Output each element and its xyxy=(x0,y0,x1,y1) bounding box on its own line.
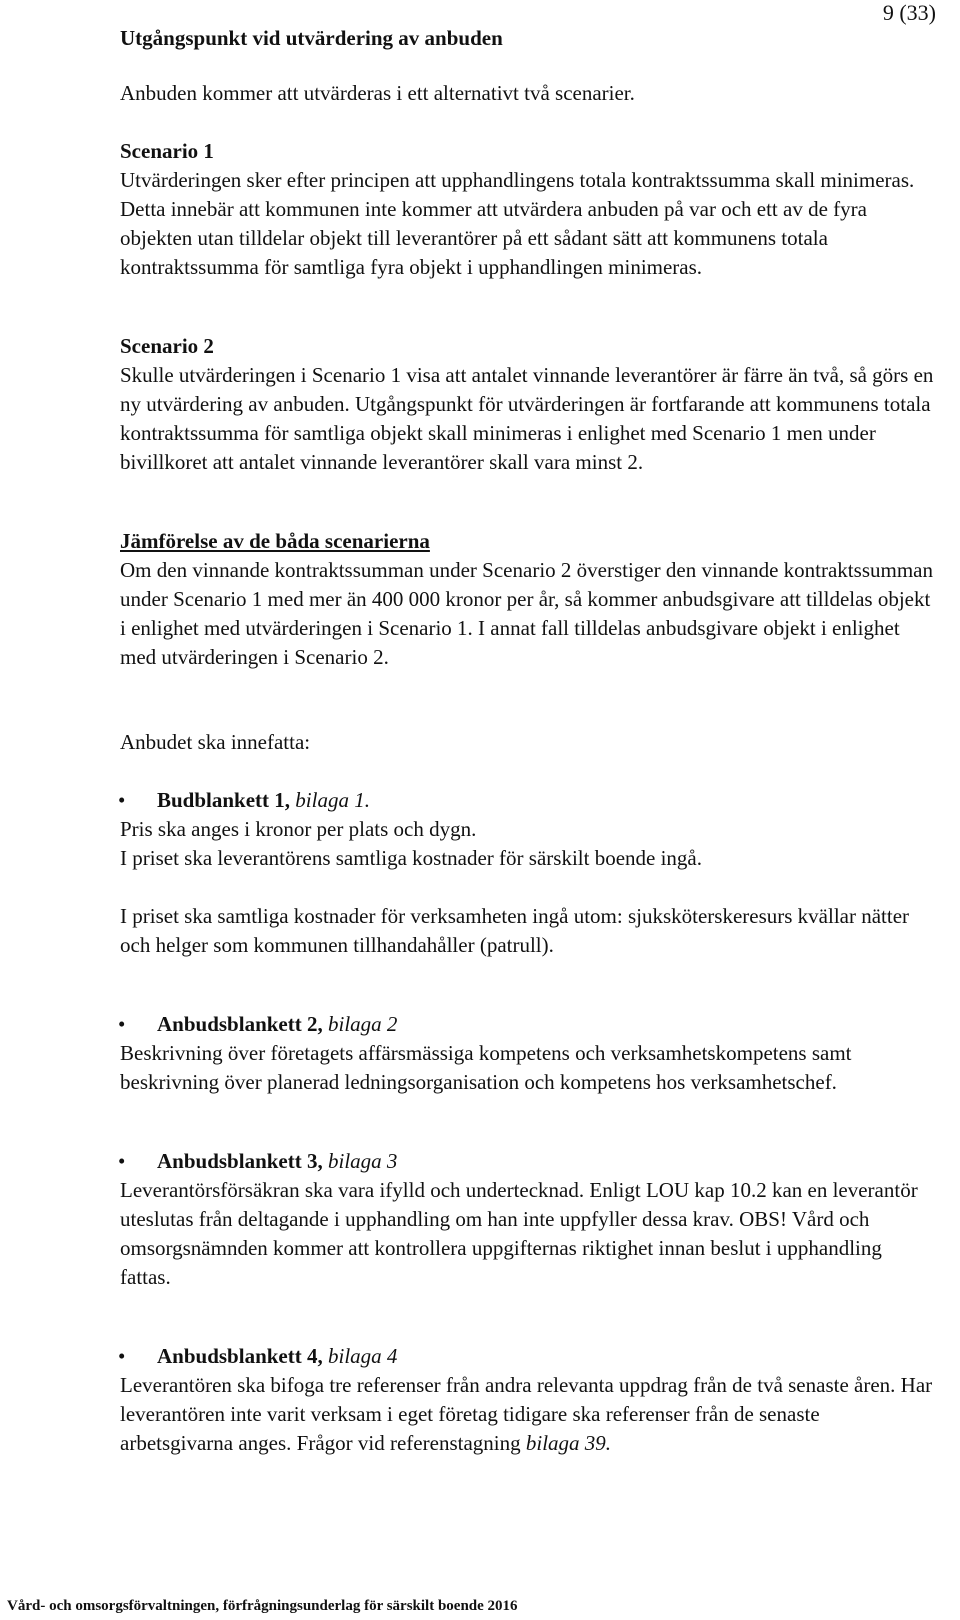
page-footer: Vård- och omsorgsförvaltningen, förfrågningsunderlag för särskilt boende 2016 xyxy=(7,1598,518,1614)
item-attachment: bilaga 3 xyxy=(327,1149,398,1173)
scenario1-heading: Scenario 1 xyxy=(120,139,214,163)
bullet-icon: • xyxy=(118,1012,126,1036)
item-text-body: Leverantören ska bifoga tre referenser från andra relevanta uppdrag från de två senaste åren. Har leverantören inte varit verksam i eget företag tidigare ska referenser från de senaste arbetsgivarna anges. Frågor vid referenstagning xyxy=(120,1373,933,1455)
comparison-heading: Jämförelse av de båda scenarierna xyxy=(120,529,430,553)
intro-text: Anbuden kommer att utvärderas i ett alternativt två scenarier. xyxy=(120,81,635,105)
item-text: Beskrivning över företagets affärsmässiga kompetens och verksamhetskompetens samt beskrivning över planerad ledningsorganisation och kompetens hos verksamhetschef. xyxy=(120,1041,852,1094)
list-item-heading xyxy=(120,1147,935,1176)
list-item-heading xyxy=(120,786,935,815)
scenario2-text: Skulle utvärderingen i Scenario 1 visa att antalet vinnande leverantörer är färre än två, så görs en ny utvärdering av anbuden. Utgångspunkt för utvärderingen är fortfarande att kommunens totala kontraktssumma för samtliga objekt skall minimeras i enlighet med Scenario 1 men under bivillkoret att antalet vinnande leverantörer skall vara minst 2. xyxy=(120,363,934,474)
page-title: Utgångspunkt vid utvärdering av anbuden xyxy=(120,26,503,50)
list-item-heading xyxy=(120,1342,935,1371)
item-extra-text: I priset ska samtliga kostnader för verksamheten ingå utom: sjuksköterskeresurs kvällar nätter och helger som kommunen tillhandahåller (patrull). xyxy=(120,904,910,957)
contents-intro: Anbudet ska innefatta: xyxy=(120,730,311,754)
scenario2-heading: Scenario 2 xyxy=(120,334,214,358)
item-title: Anbudsblankett 3, xyxy=(157,1149,323,1173)
item-title: Budblankett 1, xyxy=(157,788,291,812)
item-paragraph: Pris ska anges i kronor per plats och dygn. xyxy=(120,817,477,841)
list-item-heading xyxy=(120,1010,935,1039)
comparison-text: Om den vinnande kontraktssumman under Scenario 2 överstiger den vinnande kontraktssumman under Scenario 1 med mer än 400 000 kronor per år, så kommer anbudsgivare att tilldelas objekt i enlighet med utvärderingen i Scenario 1. I annat fall tilldelas anbudsgivare objekt i enlighet med utvärderingen i Scenario 2. xyxy=(120,558,933,669)
item-title: Anbudsblankett 2, xyxy=(157,1012,323,1036)
item-paragraph: I priset ska leverantörens samtliga kostnader för särskilt boende ingå. xyxy=(120,846,702,870)
page-number: 9 (33) xyxy=(882,0,936,25)
item-text: Leverantörsförsäkran ska vara ifylld och undertecknad. Enligt LOU kap 10.2 kan en leverantör uteslutas från deltagande i upphandling om han inte uppfyller dessa krav. OBS! Vård och omsorgsnämnden kommer att kontrollera uppgifternas riktighet innan beslut i upphandling fattas. xyxy=(120,1178,918,1289)
bullet-icon: • xyxy=(118,1149,126,1173)
bullet-icon: • xyxy=(118,788,126,812)
item-attachment: bilaga 2 xyxy=(327,1012,398,1036)
scenario1-text: Utvärderingen sker efter principen att upphandlingens totala kontraktssumma skall minimeras. Detta innebär att kommunen inte kommer att utvärdera anbuden på var och ett av de fyra objekten utan tilldelar objekt till leverantörer på ett sådant sätt att kommunens totala kontraktssumma för samtliga fyra objekt i upphandlingen minimeras. xyxy=(120,168,915,279)
item-text xyxy=(120,1371,935,1458)
item-attachment: bilaga 4 xyxy=(327,1344,398,1368)
item-text-reference: bilaga 39. xyxy=(525,1431,612,1455)
item-title: Anbudsblankett 4, xyxy=(157,1344,323,1368)
document-body xyxy=(120,24,935,1458)
item-attachment: bilaga 1. xyxy=(295,788,370,812)
bullet-icon: • xyxy=(118,1344,126,1368)
